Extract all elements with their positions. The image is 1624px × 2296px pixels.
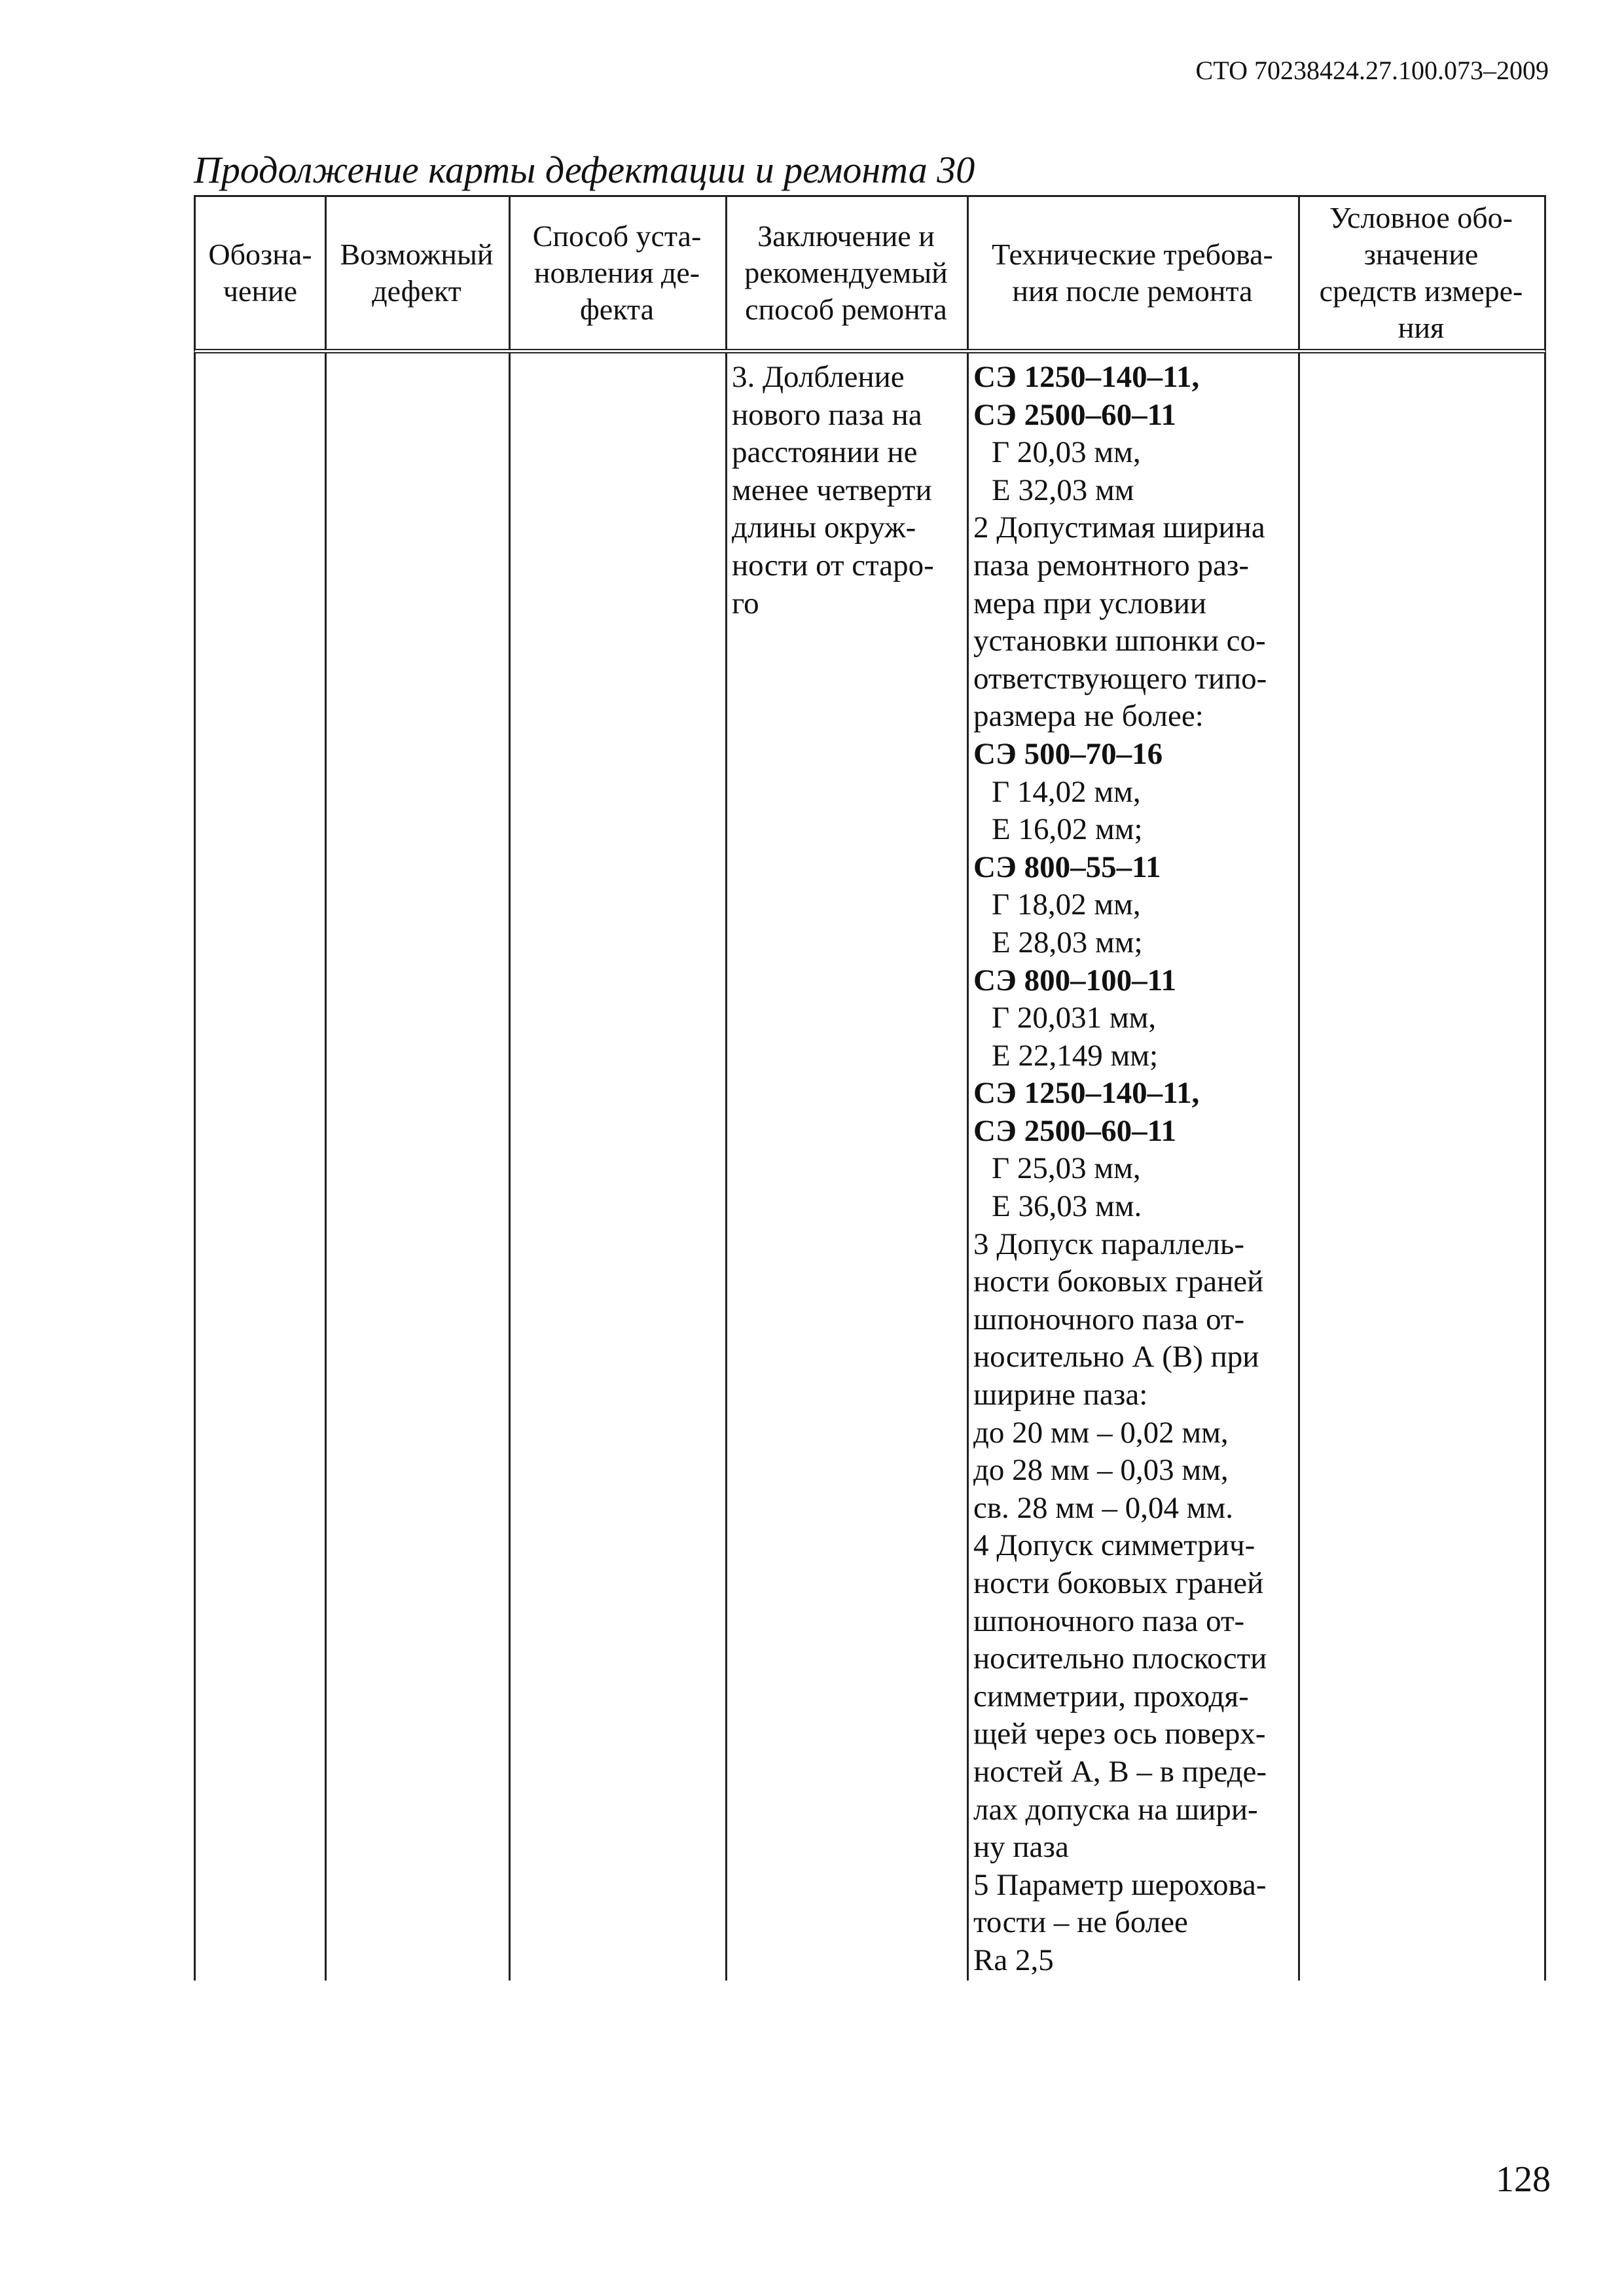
requirement-line: ности боковых граней (973, 1566, 1264, 1600)
cell-requirements (967, 353, 1298, 1981)
requirement-line: Е 32,03 мм (992, 473, 1134, 507)
requirement-line: св. 28 мм – 0,04 мм. (973, 1490, 1234, 1525)
requirement-line: ну паза (973, 1830, 1069, 1865)
header-detection-method: Способ уста- новления де- фекта (532, 219, 702, 326)
requirement-line: Е 28,03 мм; (992, 925, 1143, 960)
cell-defect (325, 353, 509, 1981)
header-repair-method: Заключение и рекомендуемый способ ремонта (744, 219, 948, 326)
requirement-line: СЭ 800–55–11 (973, 850, 1161, 884)
requirement-line: мера при условии (973, 586, 1207, 620)
requirement-line: ответствующего типо- (973, 661, 1267, 696)
requirement-line: Г 25,03 мм, (992, 1151, 1141, 1186)
page-number: 128 (1496, 2159, 1551, 2200)
repair-method-line: расстоянии не (732, 435, 918, 470)
requirement-line: СЭ 2500–60–11 (973, 1113, 1176, 1148)
repair-method-line: нового паза на (732, 397, 922, 432)
requirement-line: Г 20,031 мм, (992, 1001, 1157, 1035)
requirement-line: тости – не более (973, 1905, 1188, 1940)
requirement-line: 2 Допустимая ширина (973, 511, 1265, 545)
requirement-line: до 20 мм – 0,02 мм, (973, 1415, 1229, 1450)
requirement-line: ностей А, В – в преде- (973, 1754, 1267, 1789)
requirement-line: лах допуска на шири- (973, 1792, 1258, 1827)
requirement-line: размера не более: (973, 699, 1204, 734)
requirement-line: носительно А (В) при (973, 1340, 1259, 1374)
requirement-line: СЭ 500–70–16 (973, 736, 1163, 771)
requirement-line: 5 Параметр шерохова- (973, 1867, 1267, 1902)
document-code: СТО 70238424.27.100.073–2009 (1195, 56, 1549, 85)
repair-method-line: 3. Долбление (732, 360, 905, 394)
requirement-line: до 28 мм – 0,03 мм, (973, 1453, 1229, 1488)
requirement-line: СЭ 1250–140–11, (973, 360, 1200, 394)
requirement-line: СЭ 2500–60–11 (973, 397, 1176, 432)
requirement-line: СЭ 800–100–11 (973, 963, 1176, 997)
header-requirements: Технические требова- ния после ремонта (992, 238, 1273, 308)
table-header (194, 195, 1546, 353)
cell-designation (196, 353, 325, 1981)
cell-instruments (1298, 353, 1544, 1981)
table-row (194, 353, 1546, 1981)
requirement-line: шпоночного паза от- (973, 1604, 1245, 1638)
repair-method-line: менее четверти (732, 473, 932, 507)
requirement-line: Е 36,03 мм. (992, 1189, 1142, 1224)
requirement-line: симметрии, проходя- (973, 1679, 1249, 1713)
repair-method-line: длины окруж- (732, 511, 916, 545)
header-defect: Возможный дефект (340, 238, 494, 308)
requirement-line: установки шпонки со- (973, 624, 1266, 658)
requirement-line: Г 18,02 мм, (992, 888, 1141, 922)
requirement-line: 3 Допуск параллель- (973, 1227, 1245, 1261)
requirement-line: СЭ 1250–140–11, (973, 1076, 1200, 1111)
cell-detection-method (509, 353, 725, 1981)
requirement-line: ширине паза: (973, 1378, 1148, 1412)
requirement-line: носительно плоскости (973, 1641, 1267, 1676)
requirement-line: Е 22,149 мм; (992, 1038, 1159, 1073)
cell-repair-method (725, 353, 967, 1981)
requirement-line: Е 16,02 мм; (992, 812, 1143, 847)
requirement-line: паза ремонтного раз- (973, 548, 1250, 583)
requirement-line: 4 Допуск симметрич- (973, 1528, 1255, 1563)
requirement-line: ности боковых граней (973, 1265, 1264, 1299)
header-designation: Обозна- чение (208, 238, 312, 308)
requirement-line: Г 14,02 мм, (992, 774, 1141, 809)
requirement-line: щей через ось поверх- (973, 1717, 1266, 1751)
requirement-line: Г 20,03 мм, (992, 435, 1141, 470)
requirement-line: шпоночного паза от- (973, 1302, 1245, 1336)
repair-method-line: го (732, 586, 759, 620)
requirement-line: Ra 2,5 (973, 1943, 1054, 1977)
table-caption: Продолжение карты дефектации и ремонта 30 (194, 149, 975, 191)
header-instruments: Условное обо- значение средств измере- ния (1319, 201, 1523, 344)
repair-method-line: ности от старо- (732, 548, 934, 583)
